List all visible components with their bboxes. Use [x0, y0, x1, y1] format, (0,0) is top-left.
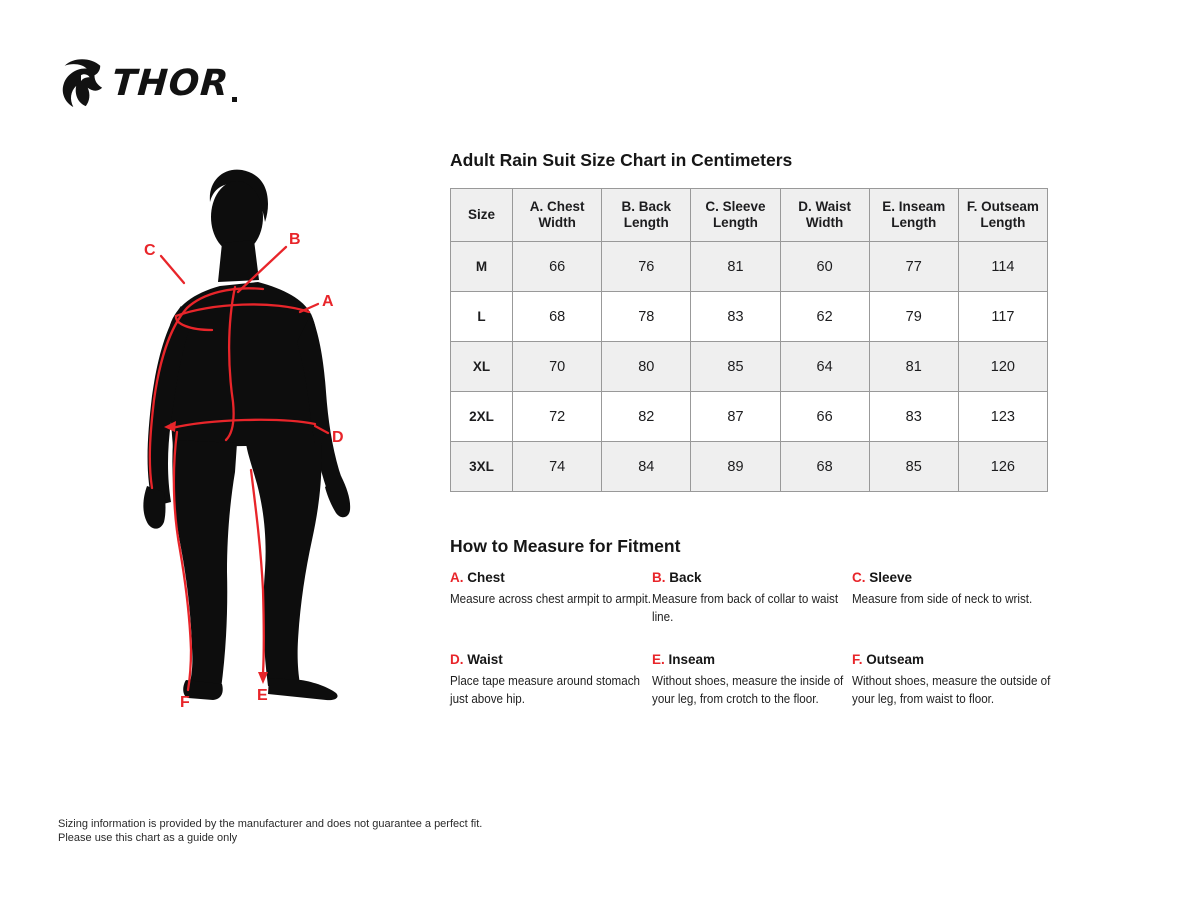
trademark-dot — [232, 97, 237, 102]
measure-letter: F. — [852, 652, 863, 667]
size-chart-table — [450, 188, 1048, 492]
measure-description: Without shoes, measure the inside of your leg, from crotch to the floor. — [652, 674, 844, 706]
how-to-measure-grid — [450, 570, 1070, 708]
measure-letter: D. — [450, 652, 464, 667]
label-c: C — [144, 242, 156, 259]
disclaimer — [58, 817, 482, 845]
col-header-chest: A. Chest Width — [513, 189, 602, 242]
measurement-figure — [60, 140, 420, 720]
sleeve-pointer-line — [161, 256, 184, 283]
body-silhouette-diagram — [60, 140, 420, 720]
measure-description: Without shoes, measure the outside of your leg, from waist to floor. — [852, 674, 1051, 706]
measure-description: Measure across chest armpit to armpit. — [450, 592, 651, 606]
measure-name: Outseam — [866, 652, 925, 667]
measure-letter: C. — [852, 570, 866, 585]
measure-letter: E. — [652, 652, 665, 667]
how-to-measure-title: How to Measure for Fitment — [450, 536, 681, 556]
measure-item-sleeve — [852, 570, 1052, 608]
disclaimer-line-1: Sizing information is provided by the manufacturer and does not guarantee a perfect fit. — [58, 818, 483, 830]
table-row-xl: XL 70 80 85 64 81 120 — [451, 342, 1048, 392]
col-header-size: Size — [451, 189, 513, 242]
measure-item-chest — [450, 570, 652, 608]
measure-name: Back — [669, 570, 702, 585]
label-e: E — [257, 687, 268, 704]
measure-description: Measure from side of neck to wrist. — [852, 592, 1033, 606]
measure-item-outseam — [852, 652, 1052, 708]
measure-name: Chest — [467, 570, 505, 585]
measure-description: Place tape measure around stomach just above hip. — [450, 674, 640, 706]
col-header-sleeve: C. Sleeve Length — [691, 189, 780, 242]
col-header-inseam: E. Inseam Length — [869, 189, 958, 242]
measure-letter: B. — [652, 570, 666, 585]
label-d: D — [332, 429, 344, 446]
measure-description: Measure from back of collar to waist line. — [652, 592, 839, 624]
measure-name: Waist — [467, 652, 503, 667]
measure-item-back — [652, 570, 852, 626]
table-row-3xl: 3XL 74 84 89 68 85 126 — [451, 442, 1048, 492]
measure-item-waist — [450, 652, 652, 708]
measure-item-inseam — [652, 652, 852, 708]
size-chart-title: Adult Rain Suit Size Chart in Centimeters — [450, 150, 793, 170]
inseam-arrowhead — [258, 672, 268, 684]
label-a: A — [322, 293, 334, 310]
header-row — [451, 189, 1048, 242]
measure-name: Sleeve — [869, 570, 913, 585]
measure-letter: A. — [450, 570, 464, 585]
size-chart-table-wrap — [450, 188, 1048, 492]
body-silhouette — [143, 170, 350, 701]
table-row-m: M 66 76 81 60 77 114 — [451, 242, 1048, 292]
label-b: B — [289, 231, 301, 248]
disclaimer-line-2: Please use this chart as a guide only — [58, 832, 238, 844]
label-f: F — [180, 694, 190, 711]
brand-logo — [56, 56, 237, 110]
thor-goat-head-icon — [56, 56, 106, 110]
measure-name: Inseam — [668, 652, 716, 667]
brand-name: THOR — [110, 62, 231, 104]
col-header-waist: D. Waist Width — [780, 189, 869, 242]
table-row-2xl: 2XL 72 82 87 66 83 123 — [451, 392, 1048, 442]
col-header-outseam: F. Outseam Length — [958, 189, 1047, 242]
table-row-l: L 68 78 83 62 79 117 — [451, 292, 1048, 342]
col-header-back: B. Back Length — [602, 189, 691, 242]
